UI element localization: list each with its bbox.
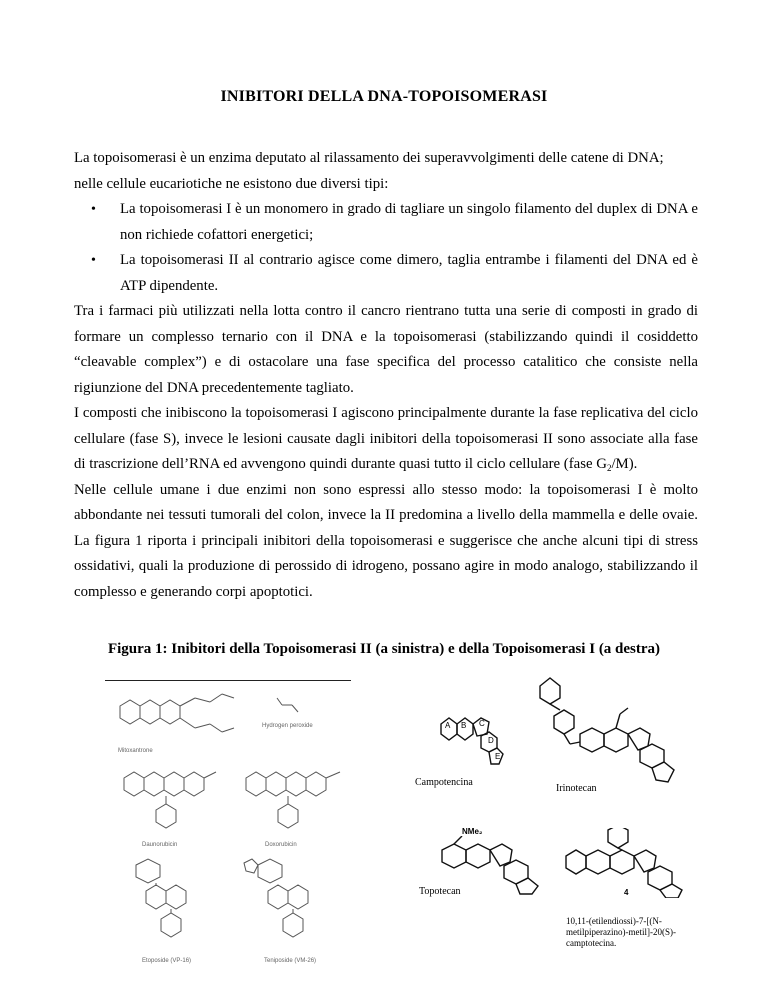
compound-4-label: 10,11-(etilendiossi)-7-[(N- metilpiperazino)-metil]-20(S)- camptotecina. — [566, 916, 676, 948]
camptothecin-label: Campotencina — [415, 777, 473, 788]
irinotecan-label: Irinotecan — [556, 783, 597, 794]
page-title: INIBITORI DELLA DNA-TOPOISOMERASI — [220, 88, 548, 105]
nme2-label: NMe₂ — [462, 827, 483, 836]
ring-c-label: C — [479, 719, 485, 728]
camptothecin-structure — [437, 708, 517, 780]
list-item: • La topoisomerasi I è un monomero in grado di tagliare un singolo filamento del duplex di DNA e non richiede cofattori energetici; — [120, 197, 698, 248]
ring-a-label: A — [445, 721, 451, 730]
paragraph-cell-cycle: I composti che inibiscono la topoisomerasi I agiscono principalmente durante la fase replicativa del ciclo cellulare (fase S), invece le lesioni causate dagli inibitori della topoisomerasi II sono associate alla fase di trascrizione dell’RNA ed avvengono quindi durante quasi tutto il ciclo cellulare (fase $G_2/M$). — [74, 405, 698, 473]
figure-rule — [105, 680, 351, 681]
doxorubicin-label: Doxorubicin — [265, 842, 297, 848]
list-item: • La topoisomerasi II al contrario agisce come dimero, taglia entrambe i filamenti del DNA ed è ATP dipendente. — [120, 248, 698, 299]
figure-caption: Figura 1: Inibitori della Topoisomerasi II (a sinistra) e della Topoisomerasi I (a destra) — [107, 641, 661, 657]
ring-d-label: D — [488, 736, 494, 745]
hydrogen-peroxide-structure — [272, 690, 302, 720]
daunorubicin-structure — [116, 760, 226, 840]
irinotecan-structure — [536, 672, 696, 792]
teniposide-structure — [238, 855, 338, 955]
topoisomerase-types-list — [74, 197, 698, 299]
compound-4-number: 4 — [624, 888, 629, 897]
etoposide-label: Etoposide (VP-16) — [142, 958, 192, 964]
doxorubicin-structure — [238, 760, 348, 840]
topotecan-label: Topotecan — [419, 886, 461, 897]
etoposide-structure — [116, 855, 216, 955]
intro-line-2: nelle cellule eucariotiche ne esistono due diversi tipi: — [74, 175, 389, 192]
mitoxantrone-structure — [110, 688, 240, 748]
ring-e-label: E — [495, 752, 501, 761]
teniposide-label: Teniposide (VM-26) — [264, 958, 317, 964]
hydrogen-peroxide-label: Hydrogen peroxide — [262, 723, 313, 729]
ring-b-label: B — [461, 721, 467, 730]
daunorubicin-label: Daunorubicin — [142, 842, 178, 848]
paragraph-expression: Nelle cellule umane i due enzimi non sono espressi allo stesso modo: la topoisomerasi I è molto abbondante nei tessuti tumorali del colon, invece la II predomina a livello della mammella e delle ovaie. La figura 1 riporta i principali inibitori della topoisomerasi e suggerisce che anche alcuni tipi di stress ossidativi, quali la produzione di perossido di idrogeno, possano agire in modo analogo, stabilizzando il complesso e generando corpi apoptotici. — [74, 481, 698, 600]
intro-line-1: La topoisomerasi è un enzima deputato al rilassamento dei superavvolgimenti delle catene di DNA; — [74, 150, 664, 166]
paragraph-ternary-complex: Tra i farmaci più utilizzati nella lotta contro il cancro rientrano tutta una serie di composti in grado di formare un complesso ternario con il DNA e la topoisomerasi (stabilizzando quindi il cosiddetto “cleavable complex”) e di ostacolare una fase specifica del processo catalitico che consiste nella rigiunzione del DNA precedentemente tagliato. — [74, 303, 698, 396]
compound-4-structure — [564, 828, 694, 898]
mitoxantrone-label: Mitoxantrone — [118, 748, 153, 754]
document-body — [74, 146, 698, 605]
